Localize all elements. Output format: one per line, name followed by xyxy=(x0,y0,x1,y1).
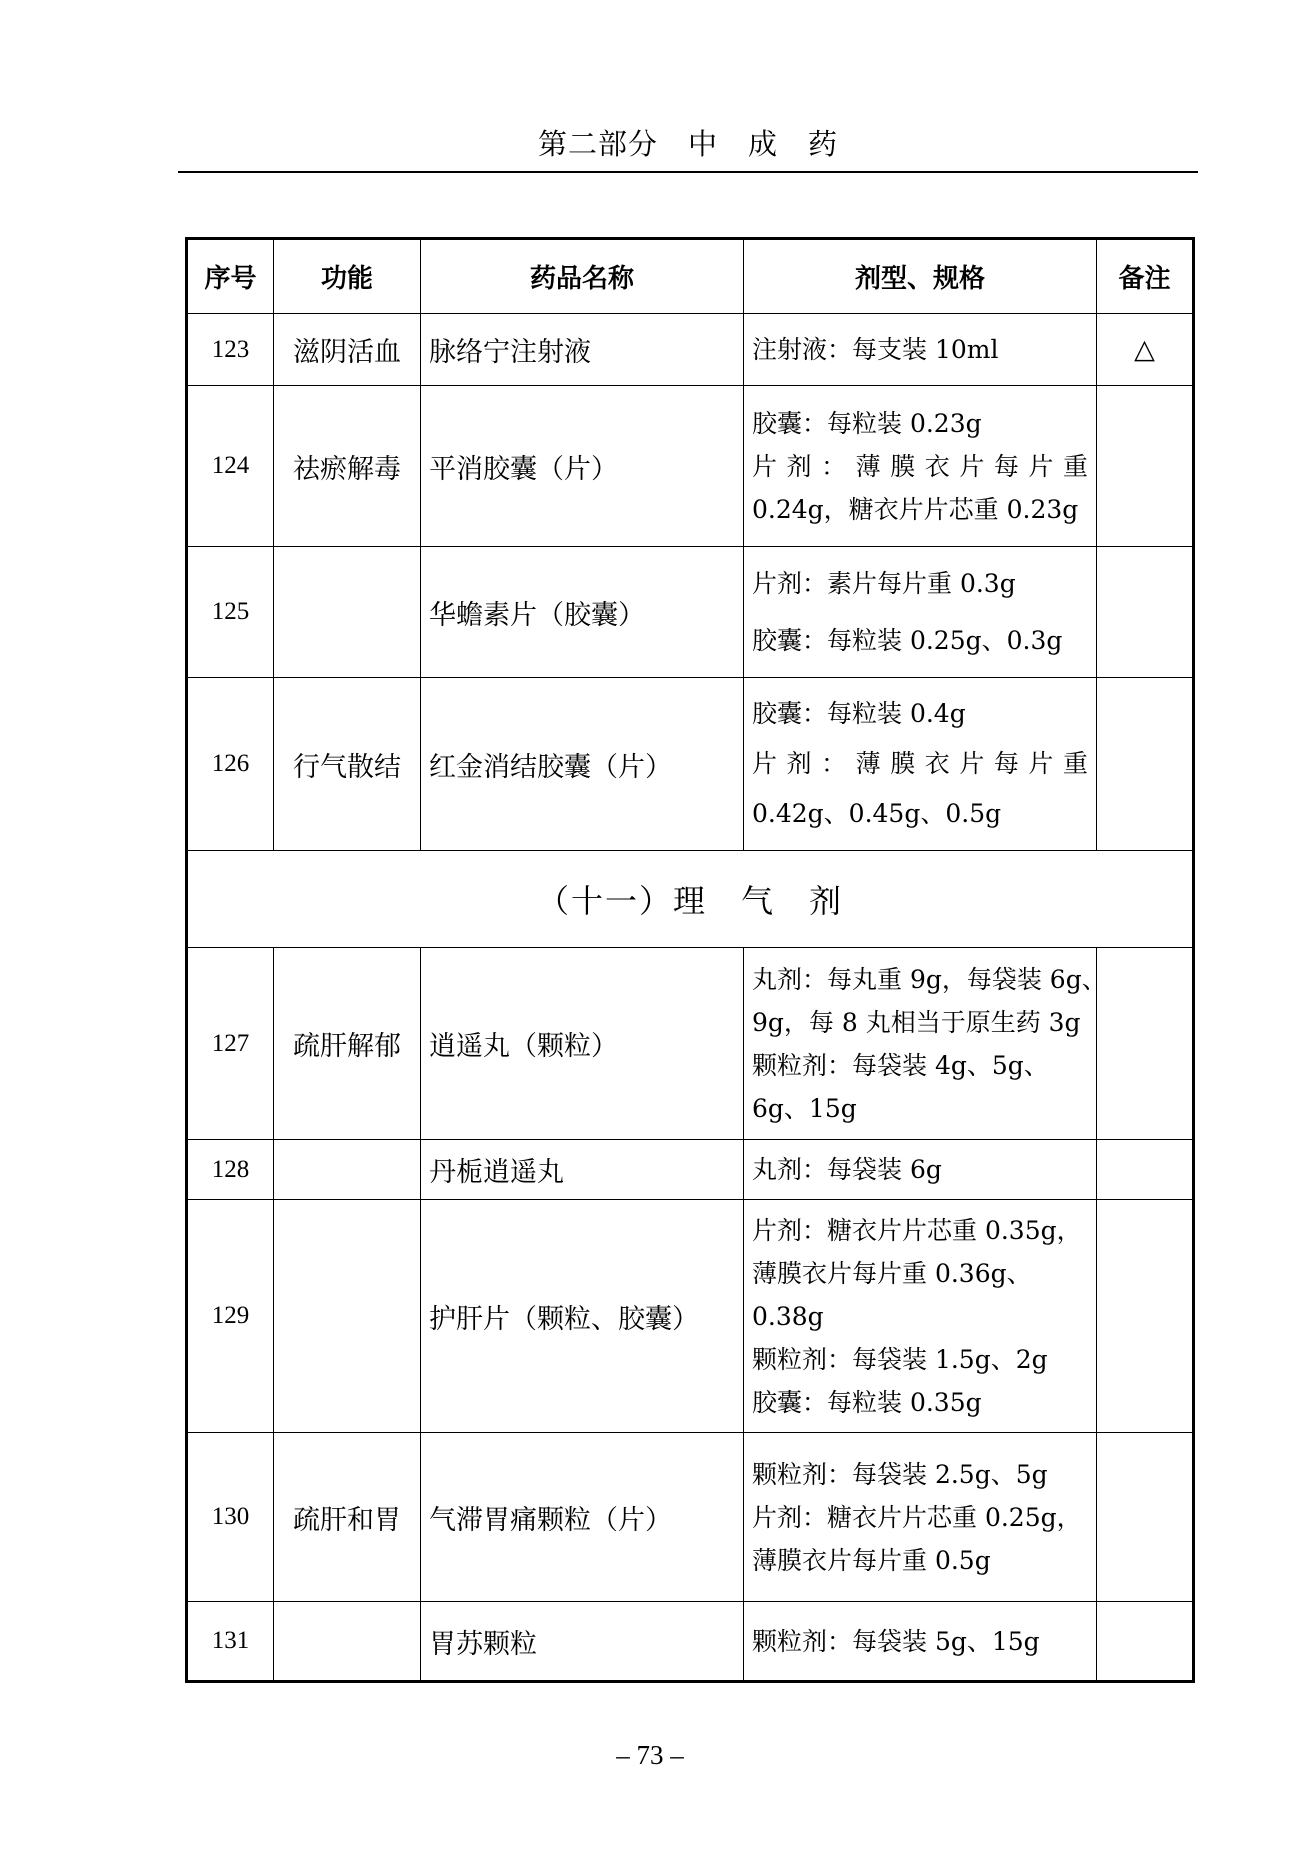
column-header-drug-name: 药品名称 xyxy=(421,239,744,314)
row-number: 130 xyxy=(187,1433,274,1602)
row-drug-name: 逍遥丸（颗粒） xyxy=(421,948,744,1140)
row-drug-name: 脉络宁注射液 xyxy=(421,314,744,386)
column-header-dosage-spec: 剂型、规格 xyxy=(744,239,1097,314)
row-note xyxy=(1097,1200,1194,1433)
spec-line: 片剂：糖衣片片芯重 0.25g， xyxy=(752,1502,1082,1532)
row-note xyxy=(1097,386,1194,547)
spec-line: 薄膜衣片每片重 0.5g xyxy=(752,1545,991,1575)
table-row xyxy=(187,1200,1194,1433)
table-header-row xyxy=(187,239,1194,314)
spec-line: 片剂：薄膜衣片每片重 xyxy=(752,749,1088,778)
spec-line: 片剂：素片每片重 0.3g xyxy=(752,569,1016,598)
row-function: 滋阴活血 xyxy=(274,314,421,386)
row-number: 127 xyxy=(187,948,274,1140)
row-function xyxy=(274,1602,421,1682)
row-number: 126 xyxy=(187,678,274,851)
row-drug-name: 丹栀逍遥丸 xyxy=(421,1140,744,1200)
row-spec xyxy=(744,1602,1097,1682)
table-row xyxy=(187,547,1194,678)
spec-line: 9g，每 8 丸相当于原生药 3g xyxy=(752,1007,1081,1037)
spec-line: 颗粒剂：每袋装 5g、15g xyxy=(752,1626,1040,1656)
table-row xyxy=(187,1140,1194,1200)
spec-line: 薄膜衣片每片重 0.36g、 xyxy=(752,1258,1032,1288)
row-note xyxy=(1097,547,1194,678)
spec-line: 0.38g xyxy=(752,1301,824,1331)
row-spec xyxy=(744,386,1097,547)
row-number: 128 xyxy=(187,1140,274,1200)
spec-line: 注射液：每支装 10ml xyxy=(752,335,999,364)
spec-line: 片剂：薄膜衣片每片重 xyxy=(752,451,1088,481)
table-row xyxy=(187,386,1194,547)
row-note xyxy=(1097,678,1194,851)
row-function xyxy=(274,1200,421,1433)
row-number: 129 xyxy=(187,1200,274,1433)
row-function xyxy=(274,1140,421,1200)
rows-after-section xyxy=(187,948,1194,1682)
row-note xyxy=(1097,1433,1194,1602)
row-drug-name: 平消胶囊（片） xyxy=(421,386,744,547)
row-note xyxy=(1097,948,1194,1140)
row-note xyxy=(1097,1602,1194,1682)
row-spec xyxy=(744,1200,1097,1433)
row-function: 疏肝和胃 xyxy=(274,1433,421,1602)
spec-line: 胶囊：每粒装 0.25g、0.3g xyxy=(752,626,1063,655)
spec-line: 0.24g，糖衣片片芯重 0.23g xyxy=(752,494,1079,524)
column-header-remarks: 备注 xyxy=(1097,239,1194,314)
row-spec xyxy=(744,948,1107,1140)
running-header: 第二部分 中 成 药 xyxy=(537,127,838,161)
row-drug-name: 胃苏颗粒 xyxy=(421,1602,744,1682)
spec-line: 胶囊：每粒装 0.23g xyxy=(752,408,982,438)
spec-line: 丸剂：每袋装 6g xyxy=(752,1155,942,1184)
row-drug-name: 护肝片（颗粒、胶囊） xyxy=(421,1200,744,1433)
row-spec xyxy=(744,314,1097,386)
row-function: 疏肝解郁 xyxy=(274,948,421,1140)
page-number: – 73 – xyxy=(616,1740,684,1770)
column-header-function: 功能 xyxy=(274,239,421,314)
section-heading-body xyxy=(187,851,1194,948)
spec-line: 颗粒剂：每袋装 4g、5g、 xyxy=(752,1050,1049,1080)
spec-line: 片剂：糖衣片片芯重 0.35g， xyxy=(752,1215,1082,1245)
spec-line: 颗粒剂：每袋装 1.5g、2g xyxy=(752,1344,1048,1374)
row-function: 行气散结 xyxy=(274,678,421,851)
spec-line: 胶囊：每粒装 0.4g xyxy=(752,699,966,728)
row-drug-name: 红金消结胶囊（片） xyxy=(421,678,744,851)
row-spec xyxy=(744,678,1097,851)
row-note: △ xyxy=(1097,314,1194,386)
row-number: 124 xyxy=(187,386,274,547)
row-function: 祛瘀解毒 xyxy=(274,386,421,547)
spec-line: 丸剂：每丸重 9g，每袋装 6g、 xyxy=(752,964,1107,994)
spec-line: 6g、15g xyxy=(752,1093,857,1123)
rows-before-section xyxy=(187,314,1194,851)
row-number: 131 xyxy=(187,1602,274,1682)
row-number: 123 xyxy=(187,314,274,386)
row-note xyxy=(1097,1140,1194,1200)
header-rule xyxy=(178,171,1198,173)
table-row xyxy=(187,948,1194,1140)
row-number: 125 xyxy=(187,547,274,678)
row-spec xyxy=(744,1433,1097,1602)
drug-catalog-table xyxy=(185,237,1195,1683)
section-title: （十一）理 气 剂 xyxy=(187,851,1194,948)
table-row xyxy=(187,678,1194,851)
row-function xyxy=(274,547,421,678)
table-row xyxy=(187,1602,1194,1682)
section-heading-row xyxy=(187,851,1194,948)
row-drug-name: 华蟾素片（胶囊） xyxy=(421,547,744,678)
spec-line: 胶囊：每粒装 0.35g xyxy=(752,1387,982,1417)
row-drug-name: 气滞胃痛颗粒（片） xyxy=(421,1433,744,1602)
row-spec xyxy=(744,1140,1097,1200)
spec-line: 颗粒剂：每袋装 2.5g、5g xyxy=(752,1459,1048,1489)
table-row xyxy=(187,314,1194,386)
column-header-no: 序号 xyxy=(187,239,274,314)
spec-line: 0.42g、0.45g、0.5g xyxy=(752,799,1002,828)
table-row xyxy=(187,1433,1194,1602)
row-spec xyxy=(744,547,1097,678)
